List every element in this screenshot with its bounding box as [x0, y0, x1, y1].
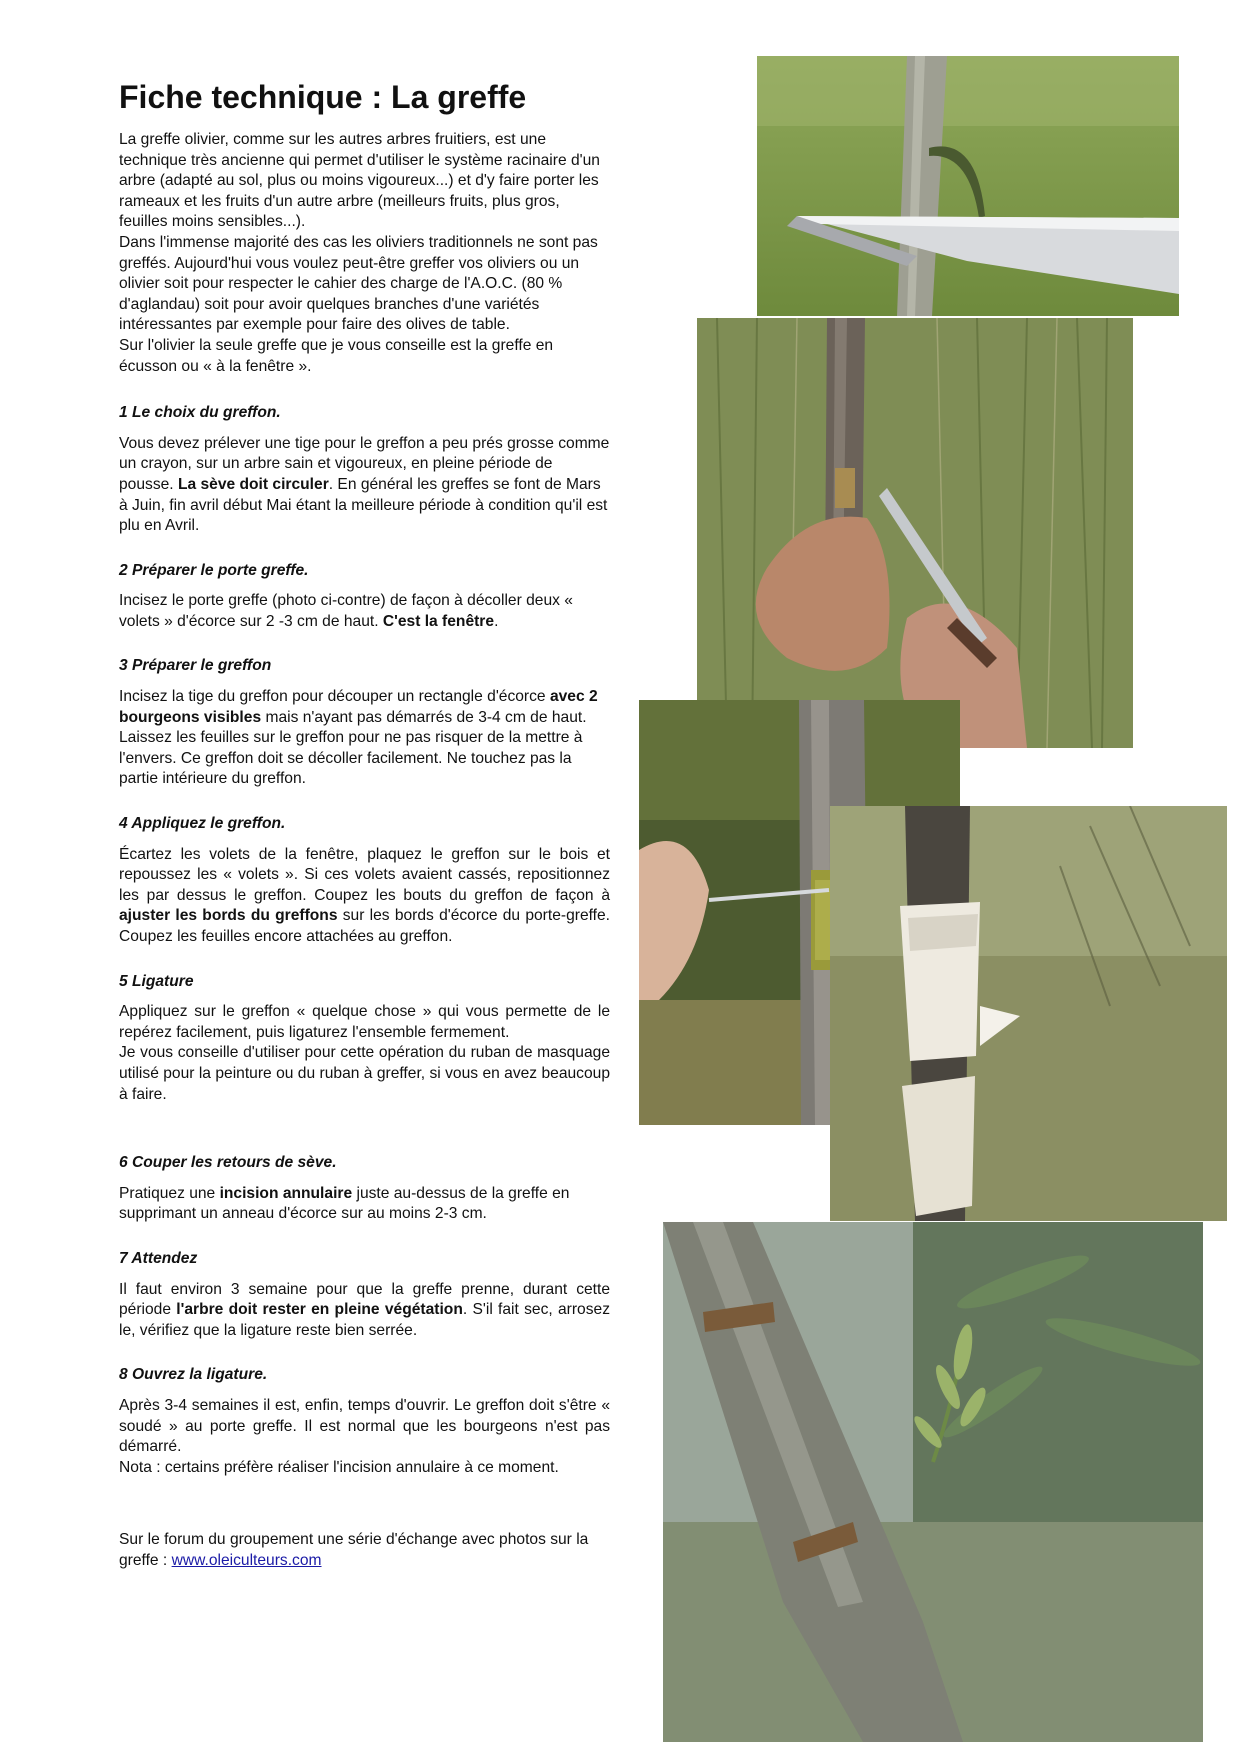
- forum-link[interactable]: www.oleiculteurs.com: [171, 1551, 322, 1569]
- intro: [119, 130, 610, 377]
- section-body-3: Incisez la tige du greffon pour découper un rectangle d'écorce avec 2 bourgeons visibles mais n'ayant pas démarrés de 3-4 cm de haut. Laissez les feuilles sur le greffon pour ne pas risquer de la mettre à l'envers. Ce greffon doit se décoller facilement. Ne touchez pas la partie intérieure du greffon.: [119, 688, 598, 788]
- photo-graft-growth: [663, 1222, 1203, 1742]
- photo-graft-ligature: [830, 806, 1227, 1221]
- section-heading-8: 8 Ouvrez la ligature.: [119, 1366, 268, 1384]
- intro-paragraph: Sur l'olivier la seule greffe que je vous conseille est la greffe en écusson ou « à la fenêtre ».: [119, 336, 554, 375]
- photo-incising-rootstock: [697, 318, 1133, 748]
- photo-knife-on-stem: [757, 56, 1179, 316]
- section-heading-1: 1 Le choix du greffon.: [119, 404, 281, 422]
- section-heading-4: 4 Appliquez le greffon.: [119, 815, 286, 833]
- section-body-7: Il faut environ 3 semaine pour que la greffe prenne, durant cette période l'arbre doit rester en pleine végétation. S'il fait sec, arrosez le, vérifiez que la ligature reste bien serrée.: [119, 1280, 610, 1339]
- section-heading-5: 5 Ligature: [119, 972, 194, 990]
- section-body-1: Vous devez prélever une tige pour le greffon a peu prés grosse comme un crayon, sur un arbre sain et vigoureux, en pleine période de pousse. La sève doit circuler. En général les greffes se font de Mars à Juin, fin avril début Mai étant la meilleure période à condition qu'il est plu en Avril.: [119, 434, 610, 535]
- section-body-8: Après 3-4 semaines il est, enfin, temps d'ouvrir. Le greffon doit s'être « soudé » au porte greffe. Il est normal que les bourgeons n'est pas démarré. Nota : certains préfère réaliser l'incision annulaire à ce moment.: [119, 1396, 610, 1476]
- section-body-6: Pratiquez une incision annulaire juste au-dessus de la greffe en supprimant un anneau d'écorce sur au moins 2-3 cm.: [119, 1184, 570, 1223]
- section-body-2: Incisez le porte greffe (photo ci-contre) de façon à décoller deux « volets » d'écorce sur 2 -3 cm de haut. C'est la fenêtre.: [119, 592, 573, 630]
- forum-note: Sur le forum du groupement une série d'échange avec photos sur la greffe : www.oleiculteurs.com: [119, 1531, 589, 1569]
- section-body-5: Appliquez sur le greffon « quelque chose » qui vous permette de le repérez facilement, puis ligaturez l'ensemble fermement. Je vous conseille d'utiliser pour cette opération du ruban de masquage utilisé pour la peinture ou du ruban à greffer, si vous en avez beaucoup à faire.: [119, 1003, 610, 1103]
- section-heading-2: 2 Préparer le porte greffe.: [119, 561, 309, 579]
- section-heading-7: 7 Attendez: [119, 1249, 198, 1267]
- text-column: [119, 78, 610, 1571]
- intro-paragraph: La greffe olivier, comme sur les autres arbres fruitiers, est une technique très ancienne qui permet d'utiliser le système racinaire d'un arbre (adapté au sol, plus ou moins vigoureux...) et d'y faire porter les rameaux et les fruits d'un autre arbre (meilleurs fruits, plus gros, feuilles moins sensibles...).: [119, 131, 600, 231]
- intro-paragraph: Dans l'immense majorité des cas les oliviers traditionnels ne sont pas greffés. Aujourd'hui vous voulez peut-être greffer vos oliviers ou un olivier soit pour respecter le cahier des charge de l'A.O.C. (80 % d'aglandau) soit pour avoir quelques branches d'une variétés intéressantes par exemple pour faire des olives de table.: [119, 233, 598, 334]
- section-heading-3: 3 Préparer le greffon: [119, 657, 272, 675]
- page-title: Fiche technique : La greffe: [119, 79, 527, 115]
- section-body-4: Écartez les volets de la fenêtre, plaquez le greffon sur le bois et repoussez les « volets ». Si ces volets avaient cassés, repositionnez les par dessus le greffon. Coupez les bouts du greffon de façon à ajuster les bords du greffons sur les bords d'écorce du porte-greffe. Coupez les feuilles encore attachées au greffon.: [119, 845, 611, 945]
- section-heading-6: 6 Couper les retours de sève.: [119, 1154, 337, 1172]
